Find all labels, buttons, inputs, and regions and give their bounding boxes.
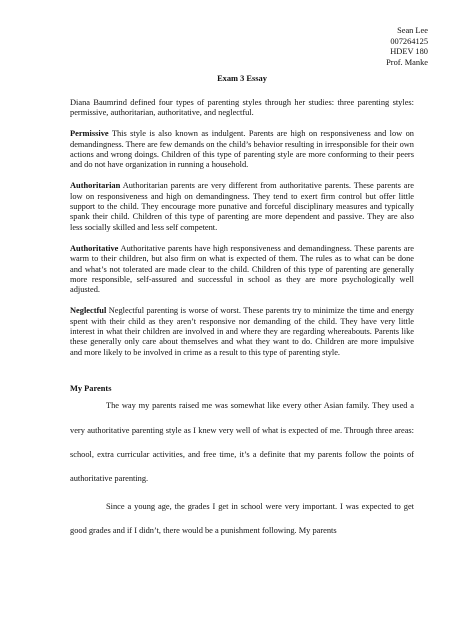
text-neglectful: Neglectful parenting is worse of worst. These parents try to minimize the time and energy spent with their child as they aren’t responsive nor demanding of the child. They have very little interest in what their children are involved in and where they are regarding whereabouts. Parents like these generally only care about themselves and what they want to do. Children are more impulsive and more likely to be involved in crime as a result to this type of parenting style. <box>70 306 414 357</box>
essay-title: Exam 3 Essay <box>217 74 267 84</box>
paragraph-authoritarian <box>70 181 414 232</box>
my-parents-paragraph-1: The way my parents raised me was somewhat like every other Asian family. They used a very authoritative parenting style as I knew very well of what is expected of me. Through three areas: school, extra curricular activities, and free time, it’s a definite that my parents follow the points of authoritative parenting. <box>70 401 414 484</box>
my-parents-paragraph-2: Since a young age, the grades I get in school were very important. I was expected to get good grades and if I didn’t, there would be a punishment following. My parents <box>70 501 414 536</box>
paragraph-neglectful <box>70 306 414 357</box>
term-neglectful: Neglectful <box>70 306 107 316</box>
term-authoritarian: Authoritarian <box>70 181 121 191</box>
intro-paragraph: Diana Baumrind defined four types of parenting styles through her studies: three parenting styles: permissive, authoritarian, authoritative, and neglectful. <box>70 97 414 117</box>
author-header <box>70 26 428 68</box>
term-permissive: Permissive <box>70 129 109 139</box>
text-permissive: This style is also known as indulgent. Parents are high on responsiveness and low on demandingness. There are few demands on the child’s behavior resulting in irresponsible for their own actions and wrong doings. Children of this type of parenting style are more conforming to their peers and do not have organization in running a household. <box>70 129 414 170</box>
section-heading-my-parents: My Parents <box>70 383 112 393</box>
author-name: Sean Lee <box>397 26 428 35</box>
student-id: 007264125 <box>390 36 428 46</box>
professor-name: Prof. Manke <box>386 57 428 67</box>
term-authoritative: Authoritative <box>70 243 119 253</box>
paragraph-authoritative <box>70 244 414 295</box>
paragraph-permissive <box>70 129 414 170</box>
my-parents-section <box>70 394 414 543</box>
text-authoritative: Authoritative parents have high responsiveness and demandingness. These parents are warm to their children, but also firm on what is expected of them. The rules as to what can be done and what’s not tolerated are made clear to the child. Children of this type of parenting are generally more responsible, self-assured and successful in school as they are more psychologically well adjusted. <box>70 243 414 295</box>
course-code: HDEV 180 <box>390 47 428 57</box>
text-authoritarian: Authoritarian parents are very different from authoritative parents. These parents are low on responsiveness and high on demandingness. They tend to exert firm control but offer little support to the child. They encourage more punative and forceful disciplinary measures and typically spank their child. Children of this type of parenting are more dependent and passive. They are also less socially skilled and less self competent. <box>70 181 414 232</box>
